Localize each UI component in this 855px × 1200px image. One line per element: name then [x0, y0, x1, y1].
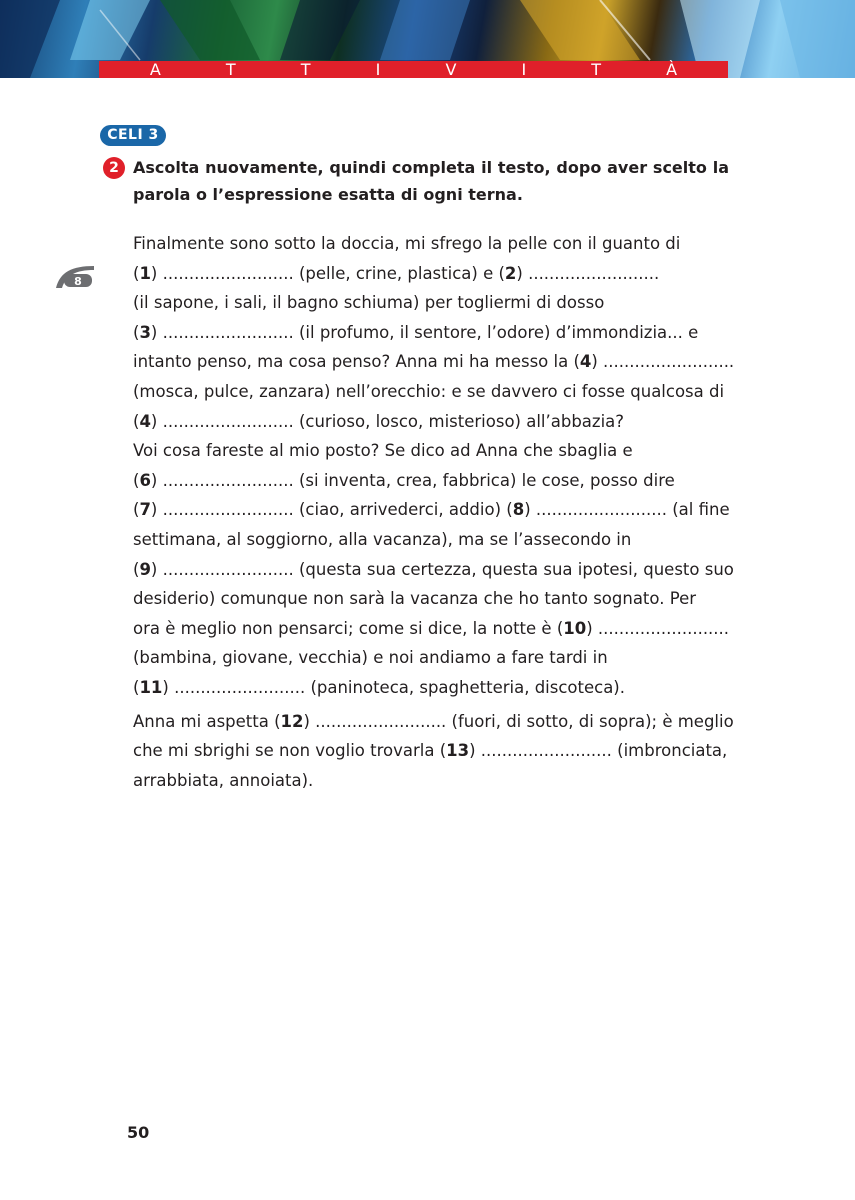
celi-level-badge: CELI 3 [100, 125, 166, 146]
text-line: Voi cosa fareste al mio posto? Se dico ad Anna che sbaglia e [133, 441, 633, 461]
text-line: arrabbiata, annoiata). [133, 770, 314, 790]
text-line: Finalmente sono sotto la doccia, mi sfrego la pelle con il guanto di [133, 234, 681, 253]
text-line: (9) ......................... (questa sua certezza, questa sua ipotesi, questo suo [133, 559, 734, 579]
header-banner-image [0, 0, 855, 78]
text-line: (4) ......................... (curioso, losco, misterioso) all’abbazia? [133, 411, 625, 431]
text-line: (3) ......................... (il profumo, il sentore, l’odore) d’immondizia... e [133, 322, 699, 342]
text-line: (il sapone, i sali, il bagno schiuma) per togliermi di dosso [133, 293, 605, 313]
page-number: 50 [127, 1123, 150, 1142]
audio-track-icon [54, 264, 96, 290]
text-line: (11) ......................... (paninoteca, spaghetteria, discoteca). [133, 677, 625, 697]
text-line: Anna mi aspetta (12) ......................... (fuori, di sotto, di sopra); è meglio [133, 711, 734, 731]
text-line: che mi sbrighi se non voglio trovarla (13) ......................... (imbronciata, [133, 741, 728, 761]
text-line: intanto penso, ma cosa penso? Anna mi ha messo la (4) ......................... [133, 352, 735, 372]
cloze-text [133, 229, 743, 795]
text-line: (bambina, giovane, vecchia) e noi andiamo a fare tardi in [133, 648, 608, 668]
section-title: A T T I V I T À [149, 60, 708, 78]
text-line: desiderio) comunque non sarà la vacanza che ho tanto sognato. Per [133, 589, 696, 609]
exercise-instruction: Ascolta nuovamente, quindi completa il testo, dopo aver scelto la parola o l’espressione esatta di ogni terna. [133, 158, 729, 204]
exercise-number-badge: 2 [103, 157, 125, 179]
text-line: (7) ......................... (ciao, arrivederci, addio) (8) ......................... (al fine [133, 500, 730, 520]
text-line: (mosca, pulce, zanzara) nell’orecchio: e se davvero ci fosse qualcosa di [133, 381, 725, 401]
text-line: ora è meglio non pensarci; come si dice, la notte è (10) ......................... [133, 618, 730, 638]
text-line: (1) ......................... (pelle, crine, plastica) e (2) ......................... [133, 263, 660, 283]
text-line: settimana, al soggiorno, alla vacanza), ma se l’assecondo in [133, 529, 632, 549]
text-line: (6) ......................... (si inventa, crea, fabbrica) le cose, posso dire [133, 470, 675, 490]
audio-track-number: 8 [74, 275, 82, 288]
section-title-bar [99, 61, 728, 78]
